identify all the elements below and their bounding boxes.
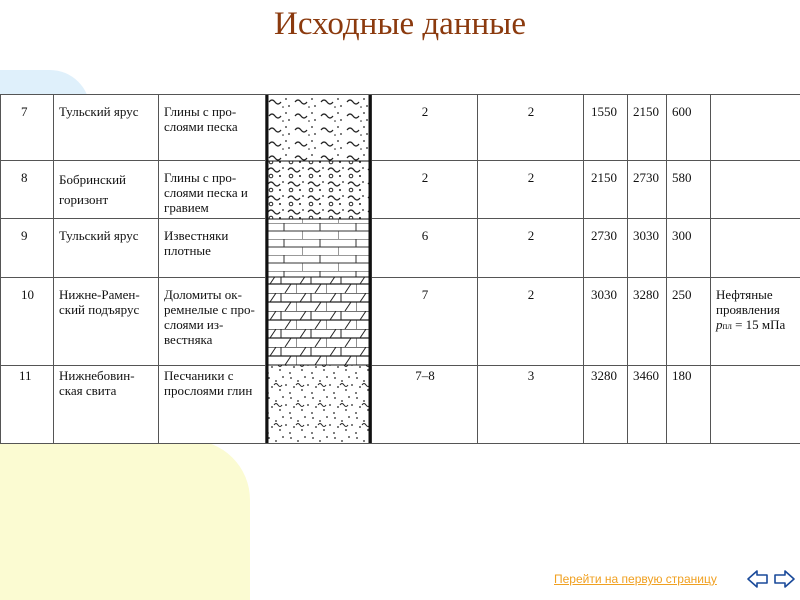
pressure-number: = 15 мПа — [731, 316, 786, 332]
depth-to-cell: 2150 — [628, 95, 667, 161]
value-cell: 2 — [372, 161, 478, 219]
row-number: 11 — [1, 365, 54, 443]
notes-cell — [711, 219, 800, 277]
row-number: 8 — [1, 161, 54, 219]
background-shape-yellow — [0, 440, 250, 600]
notes-cell — [711, 365, 800, 443]
stratigraphy-cell: Тульский ярус — [54, 219, 159, 277]
thickness-cell: 300 — [667, 219, 711, 277]
depth-from-cell: 2730 — [584, 219, 628, 277]
stratigraphy-cell: Нижнебовин- ская свита — [54, 365, 159, 443]
back-arrow-icon[interactable] — [746, 566, 772, 592]
pressure-subscript: пл — [722, 320, 732, 331]
depth-to-cell: 2730 — [628, 161, 667, 219]
depth-from-cell: 1550 — [584, 95, 628, 161]
table-row — [1, 219, 800, 277]
lithology-cell: Глины с про- слоями песка и гравием — [159, 161, 266, 219]
lithology-column-graphic — [266, 95, 372, 444]
table-row — [1, 277, 800, 365]
depth-from-cell: 2150 — [584, 161, 628, 219]
value-cell: 7–8 — [372, 365, 478, 443]
lithology-cell: Глины с про- слоями песка — [159, 95, 266, 161]
thickness-cell: 250 — [667, 277, 711, 365]
pressure-value — [716, 317, 732, 332]
stratigraphy-cell: Нижне-Рамен- ский подъярус — [54, 277, 159, 365]
row-number: 9 — [1, 219, 54, 277]
value-cell: 2 — [478, 95, 584, 161]
value-cell: 6 — [372, 219, 478, 277]
lithology-cell: Известняки плотные — [159, 219, 266, 277]
table-row — [1, 95, 800, 161]
table-row — [1, 161, 800, 219]
stratigraphy-cell: Бобринский горизонт — [54, 161, 159, 219]
value-cell: 2 — [478, 219, 584, 277]
thickness-cell: 600 — [667, 95, 711, 161]
thickness-cell: 580 — [667, 161, 711, 219]
thickness-cell: 180 — [667, 365, 711, 443]
lithology-pattern-graphic — [266, 95, 372, 443]
notes-cell — [711, 95, 800, 161]
value-cell: 3 — [478, 365, 584, 443]
notes-text: Нефтяные проявления — [716, 286, 780, 317]
value-cell: 2 — [478, 161, 584, 219]
stratigraphy-cell: Тульский ярус — [54, 95, 159, 161]
page-title: Исходные данные — [274, 6, 526, 42]
first-page-link[interactable]: Перейти на первую страницу — [554, 572, 717, 586]
forward-arrow-icon[interactable] — [770, 566, 796, 592]
geology-table-container — [0, 94, 800, 444]
lithology-cell: Песчаники с прослоями глин — [159, 365, 266, 443]
value-cell: 7 — [372, 277, 478, 365]
notes-cell — [711, 161, 800, 219]
value-cell: 2 — [372, 95, 478, 161]
lithology-cell: Доломиты ок- ремнелые с про- слоями из- вестняка — [159, 277, 266, 365]
row-number: 7 — [1, 95, 54, 161]
notes-cell — [711, 277, 800, 365]
depth-to-cell: 3280 — [628, 277, 667, 365]
depth-from-cell: 3030 — [584, 277, 628, 365]
table-row — [1, 365, 800, 443]
pressure-symbol: p — [716, 316, 723, 332]
row-number: 10 — [1, 277, 54, 365]
value-cell: 2 — [478, 277, 584, 365]
depth-to-cell: 3030 — [628, 219, 667, 277]
depth-to-cell: 3460 — [628, 365, 667, 443]
geology-table — [0, 94, 800, 444]
depth-from-cell: 3280 — [584, 365, 628, 443]
